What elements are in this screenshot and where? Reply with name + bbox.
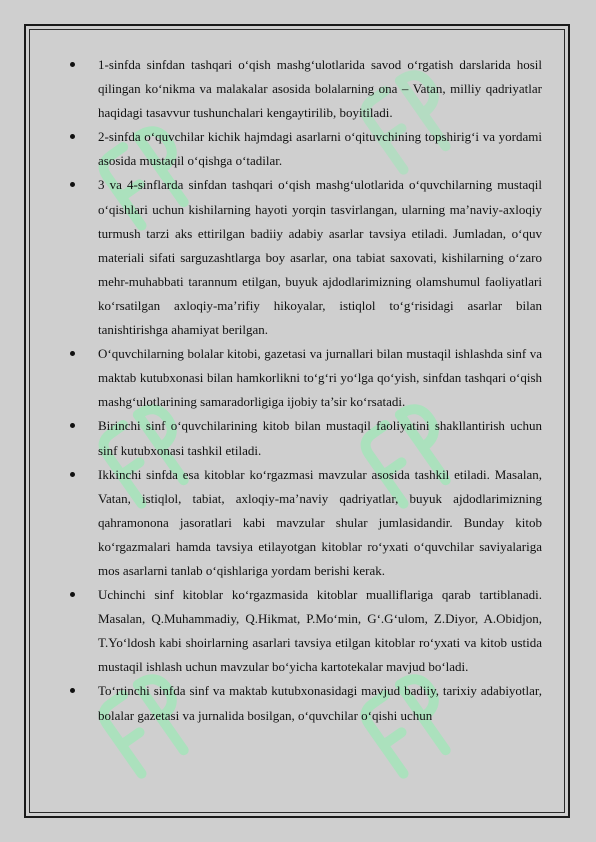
list-item bbox=[66, 414, 542, 462]
list-item-text: 3 va 4-sinflarda sinfdan tashqari o‘qish mashg‘ulotlarida o‘quvchilarning mustaqil o‘qishlari uchun kishilarning hayoti yorqin tasvirlangan, ularning ma’naviy-axloqiy turmush tarzi aks ettirilgan badiiy adabiy asarlar tavsiya etiladi. Jumladan, o‘quv materiali sifati sarguzashtlarga boy asarlar, ona tabiat saxovati, kishilarning o‘zaro mehr-muhabbati tarannum etilgan, buyuk ajdodlarimizning olamshumul faoliyatlari ko‘rsatilgan axloqiy-ma’rifiy hikoyalar, istiqlol to‘g‘risidagi asarlar bilan tanishtirishga ahamiyat berilgan. bbox=[98, 177, 542, 338]
list-item bbox=[66, 463, 542, 583]
list-item bbox=[66, 53, 542, 125]
bullet-dot-icon bbox=[70, 134, 75, 139]
bullet-dot-icon bbox=[70, 472, 75, 477]
list-item-text: Uchinchi sinf kitoblar ko‘rgazmasida kitoblar mualliflariga qarab tartiblanadi. Masalan, Q.Muhammadiy, Q.Hikmat, P.Mo‘min, G‘.G‘ulom, Z.Diyor, A.Obidjon, T.Yo‘ldosh kabi shoirlarning asarlari tavsiya etilgan kitoblar ro‘yxati va kitob ustida mustaqil ishlash uchun mavzular bo‘yicha kartotekalar mavjud bo‘ladi. bbox=[98, 587, 542, 675]
bullet-dot-icon bbox=[70, 182, 75, 187]
bullet-dot-icon bbox=[70, 423, 75, 428]
document-body bbox=[66, 53, 542, 728]
bullet-list bbox=[66, 53, 542, 728]
list-item-text: 1-sinfda sinfdan tashqari o‘qish mashg‘ulotlarida savod o‘rgatish darslarida hosil qilingan ko‘nikma va malakalar asosida bolalarning ona – Vatan, milliy qadriyatlar haqidagi tasavvur tushunchalari kengaytirilib, boyitiladi. bbox=[98, 57, 542, 121]
list-item bbox=[66, 173, 542, 342]
list-item-text: O‘quvchilarning bolalar kitobi, gazetasi va jurnallari bilan mustaqil ishlashda sinf va maktab kutubxonasi bilan hamkorlikni to‘g‘ri yo‘lga qo‘yish, sinfdan tashqari o‘qish mashg‘ulotlarining samaradorligiga ijobiy ta’sir ko‘rsatadi. bbox=[98, 346, 542, 410]
bullet-dot-icon bbox=[70, 62, 75, 67]
list-item-text: 2-sinfda o‘quvchilar kichik hajmdagi asarlarni o‘qituvchining topshirig‘i va yordami asosida mustaqil o‘qishga o‘tadilar. bbox=[98, 129, 542, 169]
list-item-text: To‘rtinchi sinfda sinf va maktab kutubxonasidagi mavjud badiiy, tarixiy adabiyotlar, bolalar gazetasi va jurnalida bosilgan, o‘quvchilar o‘qishi uchun bbox=[98, 683, 542, 723]
bullet-dot-icon bbox=[70, 592, 75, 597]
list-item bbox=[66, 125, 542, 173]
list-item-text: Birinchi sinf o‘quvchilarining kitob bilan mustaqil faoliyatini shakllantirish uchun sinf kutubxonasi tashkil etiladi. bbox=[98, 418, 542, 458]
bullet-dot-icon bbox=[70, 688, 75, 693]
list-item bbox=[66, 679, 542, 727]
list-item-text: Ikkinchi sinfda esa kitoblar ko‘rgazmasi mavzular asosida tashkil etiladi. Masalan, Vatan, istiqlol, tabiat, axloqiy-ma’naviy qadriyatlar, buyuk ajdodlarimizning qahramonona jasoratlari kabi mavzular shular jumlasidandir. Bunday kitob ko‘rgazmalari hamda tavsiya etilayotgan kitoblar ro‘yxati o‘quvchilar saviyalariga mos asarlarni tanlab o‘qishlariga yordam berishi kerak. bbox=[98, 466, 542, 578]
bullet-dot-icon bbox=[70, 351, 75, 356]
list-item bbox=[66, 342, 542, 414]
list-item bbox=[66, 583, 542, 679]
